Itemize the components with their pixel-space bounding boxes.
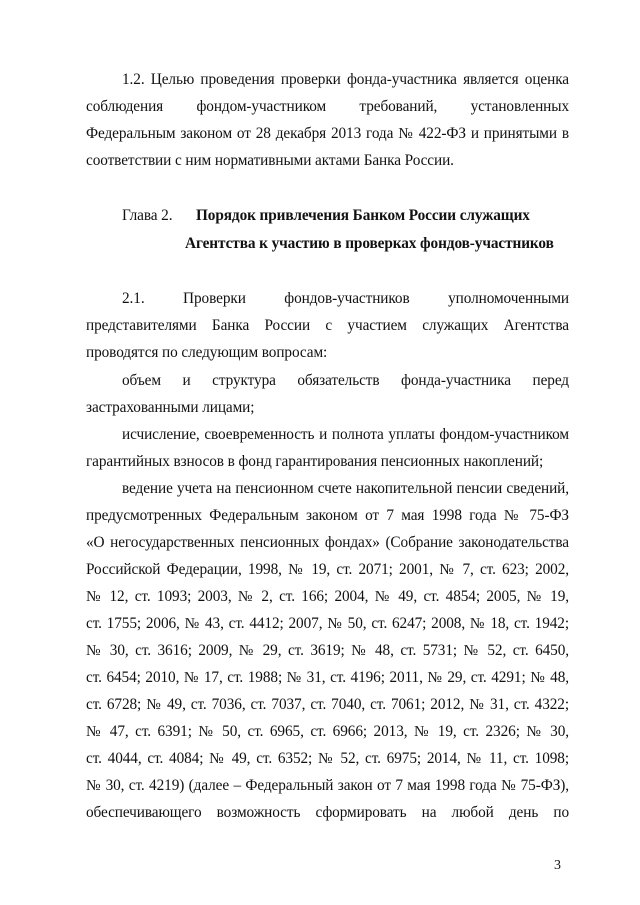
text-line: обеспечивающего возможность сформировать на любой день по: [86, 804, 569, 821]
text-line: «О негосударственных пенсионных фондах» (Собрание законодательства: [86, 534, 569, 551]
page-number: 3: [554, 858, 561, 873]
text-line: Федеральным законом от 28 декабря 2013 года № 422-ФЗ и принятыми в: [86, 125, 569, 142]
text-line: ведение учета на пенсионном счете накопительной пенсии сведений,: [122, 480, 569, 497]
text-line: № 47, ст. 6391; № 50, ст. 6965, ст. 6966; 2013, № 19, ст. 2326; № 30,: [86, 723, 569, 740]
text-line: проводятся по следующим вопросам:: [86, 344, 328, 361]
text-line: соблюдения фондом-участником требований, установленных: [86, 98, 569, 115]
text-line: 2.1. Проверки фондов-участников уполномоченными: [122, 290, 569, 307]
text-line: ст. 6454; 2010, № 17, ст. 1988; № 31, ст. 4196; 2011, № 29, ст. 4291; № 48,: [86, 669, 569, 686]
text-line: представителями Банка России с участием служащих Агентства: [86, 317, 569, 334]
text-line: гарантийных взносов в фонд гарантирования пенсионных накоплений;: [86, 453, 544, 470]
text-line: исчисление, своевременность и полнота уплаты фондом-участником: [122, 426, 569, 443]
chapter-title-line: Порядок привлечения Банком России служащих: [196, 207, 530, 224]
text-line: 1.2. Целью проведения проверки фонда-участника является оценка: [122, 71, 569, 88]
text-line: объем и структура обязательств фонда-участника перед: [122, 372, 569, 389]
chapter-label: Глава 2.: [122, 207, 173, 224]
text-line: Российской Федерации, 1998, № 19, ст. 2071; 2001, № 7, ст. 623; 2002,: [86, 561, 569, 578]
text-line: ст. 4044, ст. 4084; № 49, ст. 6352; № 52, ст. 6975; 2014, № 11, ст. 1098;: [86, 750, 569, 767]
text-line: ст. 1755; 2006, № 43, ст. 4412; 2007, № 50, ст. 6247; 2008, № 18, ст. 1942;: [86, 615, 569, 632]
text-line: соответствии с ним нормативными актами Банка России.: [86, 152, 454, 169]
text-line: № 30, ст. 4219) (далее – Федеральный закон от 7 мая 1998 года № 75-ФЗ),: [86, 777, 569, 794]
text-line: ст. 6728; № 49, ст. 7036, ст. 7037, ст. 7040, ст. 7061; 2012, № 31, ст. 4322;: [86, 696, 569, 713]
chapter-title-line: Агентства к участию в проверках фондов-участников: [185, 235, 554, 252]
text-line: застрахованными лицами;: [86, 399, 255, 416]
text-line: предусмотренных Федеральным законом от 7 мая 1998 года № 75-ФЗ: [86, 507, 569, 524]
text-line: № 30, ст. 3616; 2009, № 29, ст. 3619; № 48, ст. 5731; № 52, ст. 6450,: [86, 642, 569, 659]
text-line: № 12, ст. 1093; 2003, № 2, ст. 166; 2004, № 49, ст. 4854; 2005, № 19,: [86, 588, 569, 605]
